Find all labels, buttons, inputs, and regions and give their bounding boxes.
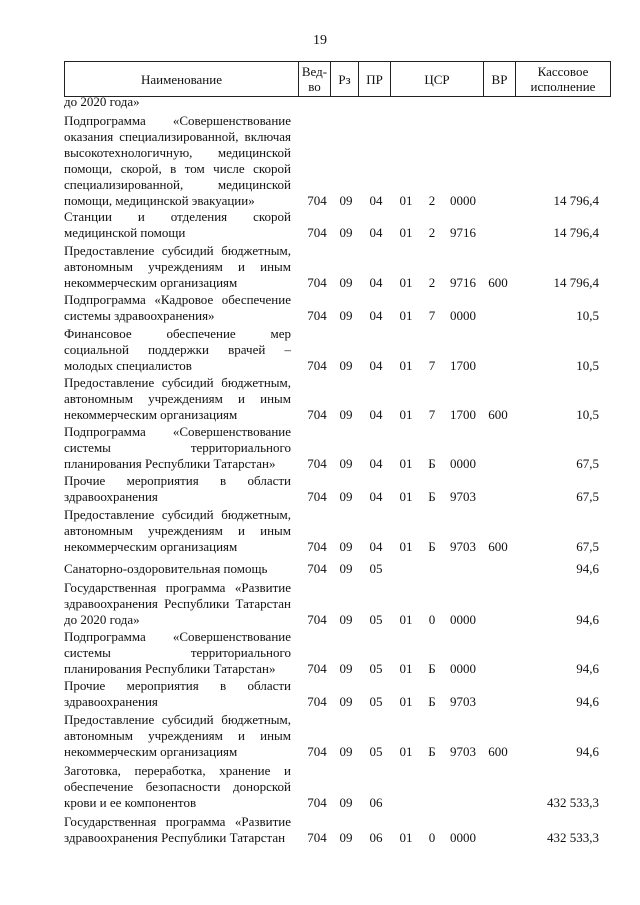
row-pr: 04 bbox=[369, 225, 383, 240]
row-csr2: Б bbox=[428, 456, 436, 471]
row-amount: 432 533,3 bbox=[547, 795, 599, 810]
row-pr: 04 bbox=[369, 407, 383, 422]
row-vr: 600 bbox=[488, 275, 508, 290]
row-rz: 09 bbox=[339, 539, 353, 554]
row-amount: 67,5 bbox=[576, 539, 599, 554]
row-amount: 10,5 bbox=[576, 407, 599, 422]
row-csr3: 0000 bbox=[450, 308, 476, 323]
row-vr: 600 bbox=[488, 539, 508, 554]
row-amount: 94,6 bbox=[576, 694, 599, 709]
row-pr: 05 bbox=[369, 612, 383, 627]
row-amount: 94,6 bbox=[576, 561, 599, 576]
row-csr2: 7 bbox=[428, 358, 436, 373]
row-csr3: 0000 bbox=[450, 661, 476, 676]
row-rz: 09 bbox=[339, 744, 353, 759]
row-csr1: 01 bbox=[399, 489, 413, 504]
row-name: Предоставление субсидий бюджетным, автономным учреждениям и иным некоммерческим организациям bbox=[64, 712, 291, 759]
header-name: Наименование bbox=[65, 62, 299, 96]
header-pr: ПР bbox=[359, 62, 391, 96]
row-amount: 14 796,4 bbox=[553, 275, 599, 290]
row-rz: 09 bbox=[339, 193, 353, 208]
row-csr2: 0 bbox=[428, 830, 436, 845]
row-rz: 09 bbox=[339, 830, 353, 845]
row-name: Государственная программа «Развитие здравоохранения Республики Татарстан до 2020 года» bbox=[64, 580, 291, 627]
row-csr3: 1700 bbox=[450, 407, 476, 422]
row-amount: 94,6 bbox=[576, 612, 599, 627]
row-csr3: 0000 bbox=[450, 612, 476, 627]
row-amount: 10,5 bbox=[576, 358, 599, 373]
row-vedvo: 704 bbox=[307, 661, 327, 676]
row-rz: 09 bbox=[339, 358, 353, 373]
row-csr1: 01 bbox=[399, 407, 413, 422]
row-name: Подпрограмма «Совершенствование оказания специализированной, включая высокотехнологичную, медицинской помощи, скорой, в том числе скорой специализированной, медицинской помощи, медицинской эвакуации» bbox=[64, 113, 291, 208]
header-csr: ЦСР bbox=[391, 62, 484, 96]
row-name: Прочие мероприятия в области здравоохранения bbox=[64, 678, 291, 709]
header-rz: Рз bbox=[331, 62, 359, 96]
row-csr3: 9703 bbox=[450, 744, 476, 759]
row-csr1: 01 bbox=[399, 225, 413, 240]
row-name: Предоставление субсидий бюджетным, автономным учреждениям и иным некоммерческим организациям bbox=[64, 375, 291, 422]
row-csr2: 2 bbox=[428, 275, 436, 290]
row-csr1: 01 bbox=[399, 694, 413, 709]
row-name: Предоставление субсидий бюджетным, автономным учреждениям и иным некоммерческим организациям bbox=[64, 243, 291, 290]
header-vedvo: Вед- во bbox=[299, 62, 331, 96]
row-csr1: 01 bbox=[399, 358, 413, 373]
row-amount: 67,5 bbox=[576, 456, 599, 471]
row-name: Санаторно-оздоровительная помощь bbox=[64, 561, 268, 576]
row-name: Государственная программа «Развитие здравоохранения Республики Татарстан bbox=[64, 814, 291, 845]
row-vedvo: 704 bbox=[307, 308, 327, 323]
row-vedvo: 704 bbox=[307, 275, 327, 290]
row-vedvo: 704 bbox=[307, 193, 327, 208]
row-csr1: 01 bbox=[399, 612, 413, 627]
row-csr3: 0000 bbox=[450, 456, 476, 471]
row-vr: 600 bbox=[488, 407, 508, 422]
row-name: Станции и отделения скорой медицинской помощи bbox=[64, 209, 291, 240]
row-pr: 04 bbox=[369, 539, 383, 554]
header-vr: ВР bbox=[484, 62, 516, 96]
row-csr3: 0000 bbox=[450, 193, 476, 208]
header-amount: Кассовое исполнение bbox=[530, 64, 596, 94]
row-amount: 67,5 bbox=[576, 489, 599, 504]
row-name: Финансовое обеспечение мер социальной поддержки врачей – молодых специалистов bbox=[64, 326, 291, 373]
row-csr1: 01 bbox=[399, 193, 413, 208]
row-pr: 04 bbox=[369, 308, 383, 323]
row-rz: 09 bbox=[339, 694, 353, 709]
row-csr1: 01 bbox=[399, 539, 413, 554]
row-vedvo: 704 bbox=[307, 225, 327, 240]
row-vedvo: 704 bbox=[307, 407, 327, 422]
row-name: до 2020 года» bbox=[64, 94, 140, 109]
row-amount: 14 796,4 bbox=[553, 193, 599, 208]
row-vedvo: 704 bbox=[307, 489, 327, 504]
row-name: Прочие мероприятия в области здравоохранения bbox=[64, 473, 291, 504]
row-vedvo: 704 bbox=[307, 456, 327, 471]
row-name: Подпрограмма «Совершенствование системы территориального планирования Республики Татарстан» bbox=[64, 629, 291, 676]
row-name: Предоставление субсидий бюджетным, автономным учреждениям и иным некоммерческим организациям bbox=[64, 507, 291, 554]
row-csr2: 7 bbox=[428, 407, 436, 422]
row-rz: 09 bbox=[339, 561, 353, 576]
row-rz: 09 bbox=[339, 489, 353, 504]
row-vedvo: 704 bbox=[307, 694, 327, 709]
row-pr: 05 bbox=[369, 661, 383, 676]
row-csr1: 01 bbox=[399, 275, 413, 290]
row-csr2: Б bbox=[428, 694, 436, 709]
row-vedvo: 704 bbox=[307, 795, 327, 810]
row-csr2: Б bbox=[428, 539, 436, 554]
row-name: Подпрограмма «Кадровое обеспечение системы здравоохранения» bbox=[64, 292, 291, 323]
row-csr3: 9716 bbox=[450, 275, 476, 290]
row-csr1: 01 bbox=[399, 308, 413, 323]
row-pr: 04 bbox=[369, 275, 383, 290]
row-csr3: 9703 bbox=[450, 539, 476, 554]
row-csr2: 2 bbox=[428, 193, 436, 208]
page-number: 19 bbox=[313, 33, 327, 48]
row-csr2: Б bbox=[428, 489, 436, 504]
row-name: Подпрограмма «Совершенствование системы территориального планирования Республики Татарстан» bbox=[64, 424, 291, 471]
row-pr: 05 bbox=[369, 694, 383, 709]
row-vedvo: 704 bbox=[307, 612, 327, 627]
row-pr: 04 bbox=[369, 358, 383, 373]
row-name: Заготовка, переработка, хранение и обеспечение безопасности донорской крови и ее компонентов bbox=[64, 763, 291, 810]
row-csr3: 9703 bbox=[450, 489, 476, 504]
row-amount: 10,5 bbox=[576, 308, 599, 323]
row-vr: 600 bbox=[488, 744, 508, 759]
row-csr2: 7 bbox=[428, 308, 436, 323]
row-csr1: 01 bbox=[399, 744, 413, 759]
row-pr: 05 bbox=[369, 744, 383, 759]
row-pr: 05 bbox=[369, 561, 383, 576]
row-amount: 432 533,3 bbox=[547, 830, 599, 845]
row-vedvo: 704 bbox=[307, 358, 327, 373]
row-rz: 09 bbox=[339, 456, 353, 471]
row-csr2: 2 bbox=[428, 225, 436, 240]
row-rz: 09 bbox=[339, 407, 353, 422]
row-csr1: 01 bbox=[399, 661, 413, 676]
row-csr3: 9716 bbox=[450, 225, 476, 240]
row-rz: 09 bbox=[339, 795, 353, 810]
row-rz: 09 bbox=[339, 225, 353, 240]
row-amount: 14 796,4 bbox=[553, 225, 599, 240]
row-pr: 04 bbox=[369, 489, 383, 504]
row-vedvo: 704 bbox=[307, 539, 327, 554]
row-csr2: Б bbox=[428, 744, 436, 759]
row-pr: 04 bbox=[369, 193, 383, 208]
row-amount: 94,6 bbox=[576, 744, 599, 759]
row-csr3: 1700 bbox=[450, 358, 476, 373]
row-csr2: 0 bbox=[428, 612, 436, 627]
row-csr3: 0000 bbox=[450, 830, 476, 845]
row-rz: 09 bbox=[339, 308, 353, 323]
row-csr1: 01 bbox=[399, 830, 413, 845]
row-csr1: 01 bbox=[399, 456, 413, 471]
row-rz: 09 bbox=[339, 661, 353, 676]
row-pr: 04 bbox=[369, 456, 383, 471]
row-csr3: 9703 bbox=[450, 694, 476, 709]
row-pr: 06 bbox=[369, 830, 383, 845]
row-pr: 06 bbox=[369, 795, 383, 810]
row-rz: 09 bbox=[339, 275, 353, 290]
table-header bbox=[64, 61, 611, 97]
row-vedvo: 704 bbox=[307, 561, 327, 576]
row-amount: 94,6 bbox=[576, 661, 599, 676]
row-rz: 09 bbox=[339, 612, 353, 627]
row-vedvo: 704 bbox=[307, 744, 327, 759]
row-csr2: Б bbox=[428, 661, 436, 676]
row-vedvo: 704 bbox=[307, 830, 327, 845]
